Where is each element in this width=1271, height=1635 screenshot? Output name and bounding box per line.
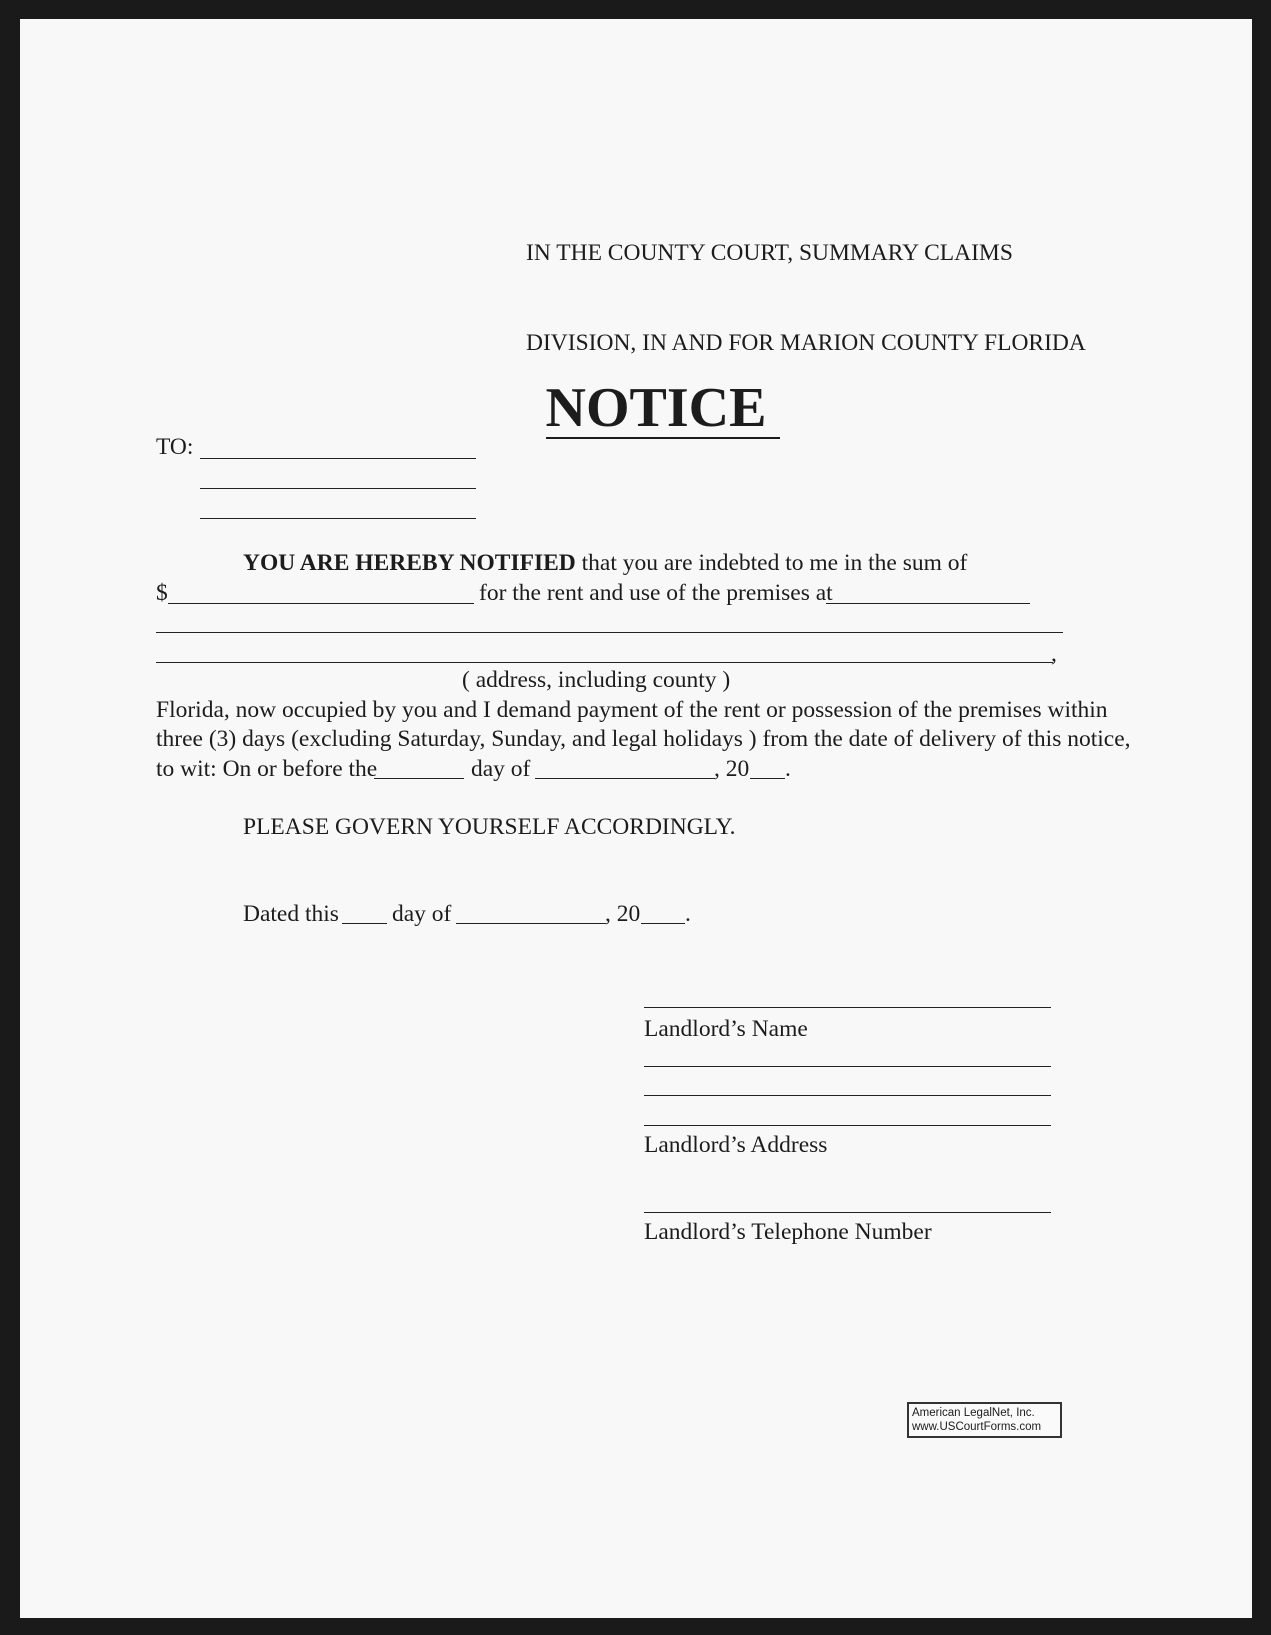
govern-statement: PLEASE GOVERN YOURSELF ACCORDINGLY. (243, 814, 736, 840)
dated-month-blank[interactable] (456, 923, 606, 924)
court-caption-line-2: DIVISION, IN AND FOR MARION COUNTY FLORIDA (526, 330, 1086, 356)
address-hint: ( address, including county ) (462, 667, 731, 693)
publisher-url: www.USCourtForms.com (912, 1421, 1042, 1433)
three-days-line: three (3) days (excluding Saturday, Sunday, and legal holidays ) from the date of delivery of this notice, (156, 726, 1131, 752)
document-title (20, 309, 1252, 507)
landlord-address-label: Landlord’s Address (644, 1132, 828, 1158)
recipient-line-3[interactable] (200, 518, 476, 519)
deadline-day-blank[interactable] (374, 778, 464, 779)
notice-page (20, 19, 1252, 1618)
deadline-month-blank[interactable] (535, 778, 715, 779)
dated-year-prefix: , 20 (605, 901, 641, 927)
dollar-sign: $ (156, 580, 168, 606)
dated-text: Dated this (243, 901, 339, 927)
dated-day-blank[interactable] (342, 923, 387, 924)
deadline-year-blank[interactable] (750, 778, 785, 779)
amount-blank[interactable] (168, 603, 474, 604)
publisher-badge (907, 1402, 1062, 1438)
to-wit-period: . (785, 756, 791, 782)
address-line-1[interactable] (156, 632, 1063, 633)
to-wit-day-of: day of (471, 756, 531, 782)
landlord-name-label: Landlord’s Name (644, 1016, 808, 1042)
publisher-name: American LegalNet, Inc. (912, 1407, 1035, 1419)
landlord-address-line-3[interactable] (644, 1125, 1051, 1126)
notified-line (243, 548, 967, 578)
recipient-line-2[interactable] (200, 488, 476, 489)
landlord-name-line[interactable] (644, 1007, 1051, 1008)
florida-line: Florida, now occupied by you and I demand payment of the rent or possession of the premises within (156, 697, 1108, 723)
landlord-address-line-1[interactable] (644, 1066, 1051, 1067)
address-comma: , (1051, 641, 1057, 667)
rent-text: for the rent and use of the premises at (479, 580, 833, 606)
landlord-phone-label: Landlord’s Telephone Number (644, 1219, 932, 1245)
dated-period: . (685, 901, 691, 927)
court-caption-line-1: IN THE COUNTY COURT, SUMMARY CLAIMS (526, 240, 1013, 266)
notified-bold-lead: YOU ARE HEREBY NOTIFIED (243, 550, 576, 576)
to-wit-text: to wit: On or before the (156, 756, 378, 782)
to-wit-year-prefix: , 20 (714, 756, 750, 782)
address-line-2[interactable] (156, 662, 1053, 663)
to-label: TO: (156, 434, 194, 460)
dated-year-blank[interactable] (641, 923, 685, 924)
recipient-line-1[interactable] (200, 458, 476, 459)
premises-blank[interactable] (826, 603, 1030, 604)
landlord-address-line-2[interactable] (644, 1095, 1051, 1096)
landlord-phone-line[interactable] (644, 1212, 1051, 1213)
notified-lead-rest: that you are indebted to me in the sum of (575, 550, 968, 576)
dated-day-of: day of (392, 901, 452, 927)
document-title-text: NOTICE (546, 379, 781, 439)
